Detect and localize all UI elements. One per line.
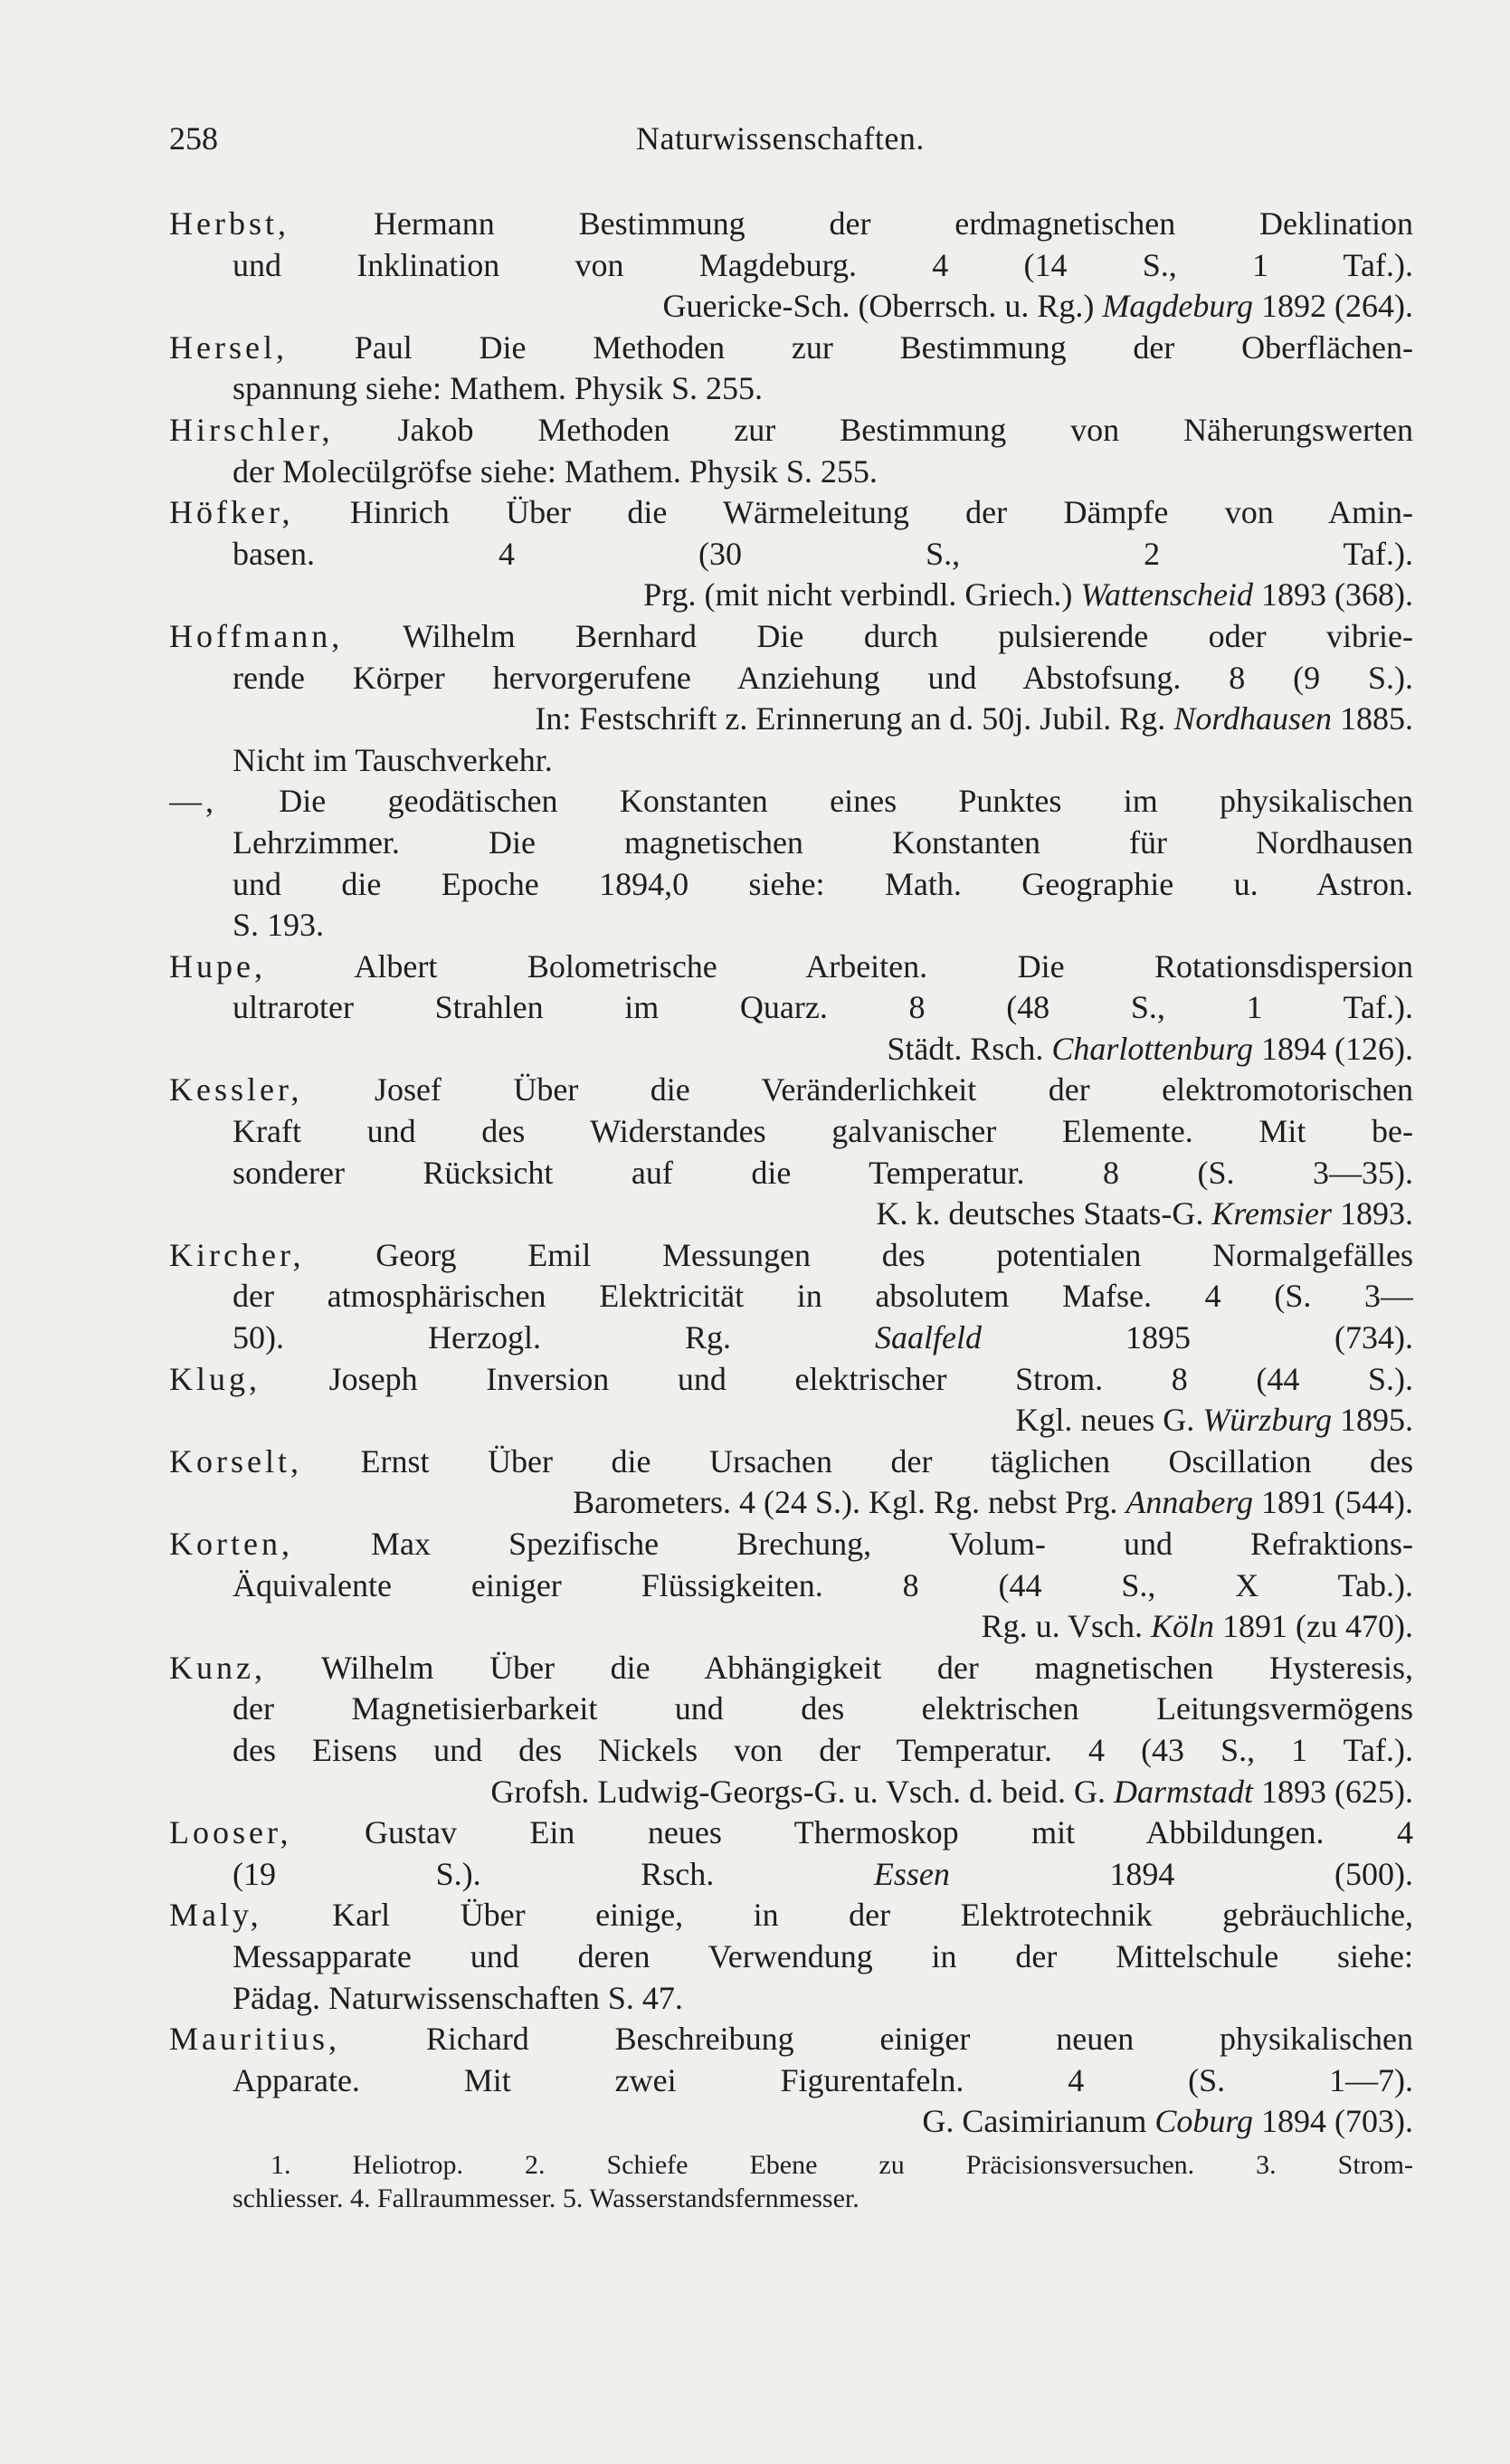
bibliography-entry [169,947,1413,1070]
publisher: Grofsh. Ludwig-Georgs-G. u. Vsch. d. beid. G. [490,1773,1114,1810]
entry-line [169,947,1413,988]
entry-line [169,1895,1413,1936]
author-name: Korselt, [169,1442,302,1479]
year-number: 1885. [1332,700,1413,737]
author-name: Korten, [169,1526,293,1562]
author-name: Klug, [169,1360,261,1397]
publisher: Guericke-Sch. (Oberrsch. u. Rg.) [662,288,1103,325]
publication-info [641,1856,1413,1892]
entry-line [169,2019,1413,2060]
publisher: Herzogl. Rg. [428,1319,875,1356]
bibliography-entry [169,410,1413,492]
publisher: Städt. Rsch. [887,1030,1052,1067]
entry-line [169,699,1413,740]
entry-line [169,1441,1413,1483]
bibliography-entry [169,1235,1413,1359]
place-name: Charlottenburg [1051,1030,1254,1067]
entry-line [169,1235,1413,1277]
entry-text: Gustav Ein neues Thermoskop mit Abbildungen. 4 [291,1814,1413,1851]
year-number: 1894 (500). [949,1855,1413,1892]
entry-text: 50). [233,1319,284,1356]
entry-line [169,328,1413,369]
entry-line [169,2101,1413,2143]
entry-line [169,1606,1413,1648]
entry-text: Wilhelm Über die Abhängigkeit der magnetischen Hysteresis, [265,1649,1413,1686]
entry-line [169,1194,1413,1235]
entry-text: Ernst Über die Ursachen der täglichen Oscillation des [301,1442,1413,1479]
place-name: Saalfeld [875,1319,982,1356]
entry-line: ultraroter Strahlen im Quarz. 8 (48 S., 1 Taf.). [233,989,1413,1026]
entry-line: S. 193. [233,907,325,944]
footnote-list [169,2148,1413,2215]
page-number: 258 [169,120,218,157]
publisher: Prg. (mit nicht verbindl. Griech.) [643,576,1081,614]
entry-line: der Magnetisierbarkeit und des elektrischen Leitungsvermögens [233,1690,1413,1727]
footnote-line: 1. Heliotrop. 2. Schiefe Ebene zu Präcisionsversuchen. 3. Strom- [271,2149,1413,2180]
bibliography-entry [169,1895,1413,2019]
place-name: Coburg [1154,2103,1254,2140]
bibliography-entry [169,781,1413,946]
entry-text: Hinrich Über die Wärmeleitung der Dämpfe von Amin- [293,494,1413,531]
entry-line: Pädag. Naturwissenschaften S. 47. [233,1979,683,2016]
footnote-line: schliesser. 4. Fallraummesser. 5. Wasserstandsfernmesser. [233,2183,859,2213]
entry-text: Georg Emil Messungen des potentialen Normalgefälles [304,1236,1413,1273]
entry-line: basen. 4 (30 S., 2 Taf.). [233,535,1413,572]
entry-line [169,575,1413,616]
publisher: Rsch. [641,1855,874,1892]
year-number: 1893 (368). [1253,576,1413,614]
entry-line: Lehrzimmer. Die magnetischen Konstanten für Nordhausen [233,823,1413,861]
entry-line [169,1524,1413,1565]
author-name: Hupe, [169,947,266,985]
publisher: K. k. deutsches Staats-G. [876,1195,1212,1232]
entry-line [169,1854,1413,1896]
author-name: Mauritius, [169,2021,340,2058]
bibliography-entry [169,1648,1413,1812]
year-number: 1893 (625). [1253,1773,1413,1810]
place-name: Annaberg [1125,1484,1254,1521]
year-number: 1895 (734). [981,1319,1413,1356]
entry-line: rende Körper hervorgerufene Anziehung und Abstofsung. 8 (9 S.). [233,659,1413,696]
place-name: Nordhausen [1173,700,1332,737]
author-name: Kessler, [169,1071,303,1108]
entry-text: Wilhelm Bernhard Die durch pulsierende oder vibrie- [343,617,1413,654]
entry-line [169,1029,1413,1070]
entry-line: Apparate. Mit zwei Figurentafeln. 4 (S. 1—7). [233,2061,1413,2098]
author-name: Kircher, [169,1236,305,1273]
author-name: Herbst, [169,205,290,242]
place-name: Kremsier [1211,1195,1332,1232]
publisher: Kgl. neues G. [1015,1402,1203,1439]
author-name: Maly, [169,1897,262,1934]
bibliography-entry [169,1359,1413,1441]
publication-info [428,1319,1413,1356]
publisher: Barometers. 4 (24 S.). Kgl. Rg. nebst Prg. [573,1484,1126,1521]
year-number: 1893. [1332,1195,1413,1232]
entry-line: spannung siehe: Mathem. Physik S. 255. [233,370,763,407]
place-name: Wattenscheid [1080,576,1254,614]
entry-line [169,1812,1413,1854]
entry-text: Josef Über die Veränderlichkeit der elektromotorischen [302,1071,1413,1108]
bibliography-entry [169,616,1413,781]
bibliography-entry [169,492,1413,616]
entry-line: der atmosphärischen Elektricität in absolutem Mafse. 4 (S. 3— [233,1278,1413,1315]
entry-line: Äquivalente einiger Flüssigkeiten. 8 (44 S., X Tab.). [233,1566,1413,1603]
entry-text: Hermann Bestimmung der erdmagnetischen Deklination [289,205,1413,242]
entry-line: sonderer Rücksicht auf die Temperatur. 8 (S. 3—35). [233,1154,1413,1191]
bibliography-entry [169,1812,1413,1895]
entry-line: und Inklination von Magdeburg. 4 (14 S., 1 Taf.). [233,246,1413,283]
entry-text: Albert Bolometrische Arbeiten. Die Rotationsdispersion [265,947,1413,985]
year-number: 1894 (126). [1253,1030,1413,1067]
entry-text: Karl Über einige, in der Elektrotechnik gebräuchliche, [261,1897,1413,1934]
year-number: 1892 (264). [1253,288,1413,325]
entry-line: und die Epoche 1894,0 siehe: Math. Geographie u. Astron. [233,865,1413,902]
year-number: 1894 (703). [1253,2103,1413,2140]
publisher: In: Festschrift z. Erinnerung an d. 50j. Jubil. Rg. [535,700,1174,737]
place-name: Essen [873,1855,950,1892]
entry-line [169,204,1413,245]
entry-text: Paul Die Methoden zur Bestimmung der Oberflächen- [287,328,1413,366]
entry-line [169,286,1413,328]
entry-text: Joseph Inversion und elektrischer Strom. 8 (44 S.). [261,1360,1413,1397]
entry-line [169,1359,1413,1401]
entry-line: der Molecülgröfse siehe: Mathem. Physik S. 255. [233,452,878,490]
year-number: 1891 (544). [1253,1484,1413,1521]
entry-text: Die geodätischen Konstanten eines Punktes im physikalischen [217,783,1413,820]
bibliography-entry [169,1441,1413,1524]
author-name: Looser, [169,1814,292,1851]
entry-text: Max Spezifische Brechung, Volum- und Refraktions- [292,1526,1413,1562]
publisher: Rg. u. Vsch. [981,1608,1152,1645]
publisher: G. Casimirianum [922,2103,1155,2140]
entry-line [169,1482,1413,1524]
place-name: Köln [1151,1608,1215,1645]
entry-line: Messapparate und deren Verwendung in der Mittelschule siehe: [233,1937,1413,1974]
entry-line: Nicht im Tauschverkehr. [233,741,553,778]
author-name: —, [169,783,217,820]
bibliography-list [169,204,1413,2215]
bibliography-entry [169,204,1413,328]
year-number: 1895. [1332,1402,1413,1439]
bibliography-entry [169,328,1413,410]
entry-line [169,1648,1413,1689]
year-number: 1891 (zu 470). [1214,1608,1413,1645]
entry-line [169,492,1413,534]
entry-line [169,1400,1413,1441]
bibliography-entry [169,1070,1413,1234]
place-name: Würzburg [1202,1402,1332,1439]
entry-text: Jakob Methoden zur Bestimmung von Näherungswerten [333,411,1413,448]
entry-line: des Eisens und des Nickels von der Temperatur. 4 (43 S., 1 Taf.). [233,1731,1413,1768]
entry-line [169,1318,1413,1359]
page-header [169,119,1418,174]
author-name: Kunz, [169,1649,266,1686]
author-name: Hirschler, [169,411,334,448]
entry-line [169,616,1413,658]
entry-line [169,1772,1413,1813]
place-name: Magdeburg [1102,288,1254,325]
entry-line [169,410,1413,452]
author-name: Höfker, [169,494,294,531]
bibliography-entry [169,2019,1413,2143]
section-title: Naturwissenschaften. [636,120,925,157]
entry-line [169,1070,1413,1111]
entry-text: Richard Beschreibung einiger neuen physikalischen [340,2021,1413,2058]
entry-line: Kraft und des Widerstandes galvanischer Elemente. Mit be- [233,1113,1413,1150]
place-name: Darmstadt [1113,1773,1254,1810]
entry-line [169,781,1413,823]
author-name: Hersel, [169,328,288,366]
author-name: Hoffmann, [169,617,344,654]
bibliography-entry [169,1524,1413,1648]
entry-text: (19 S.). [233,1855,481,1892]
